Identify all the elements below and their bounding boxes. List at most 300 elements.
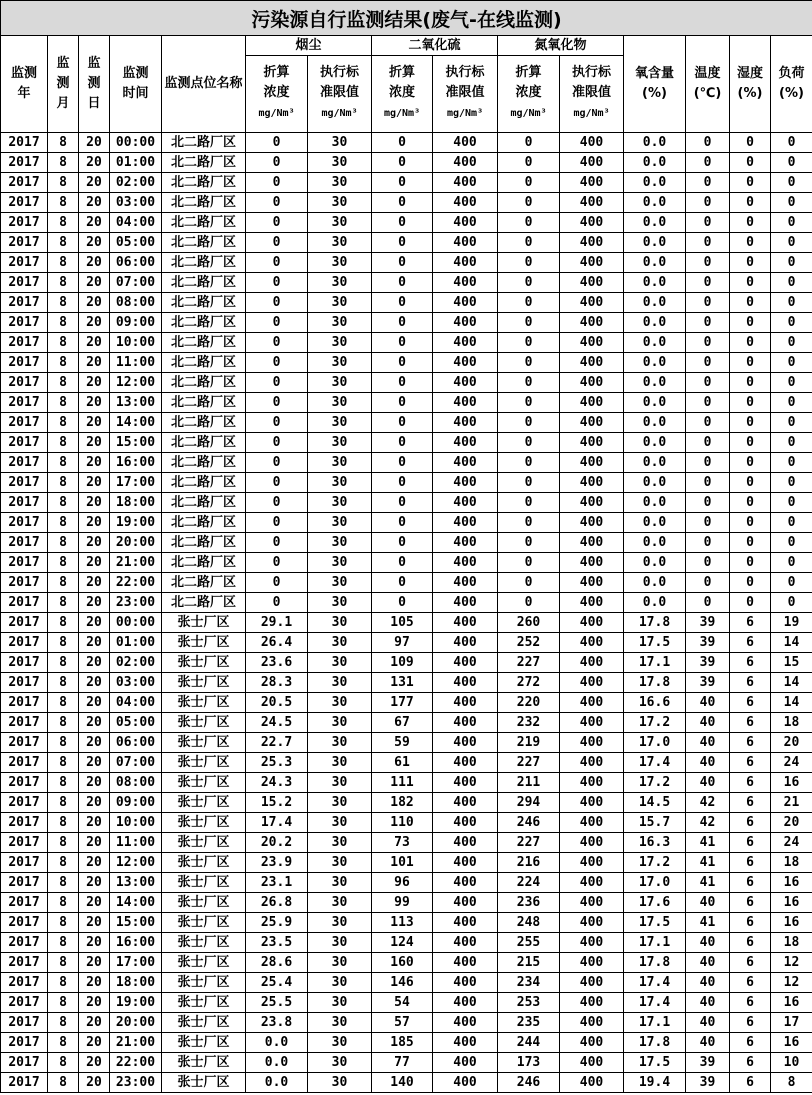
cell-dust-conc: 0 — [246, 473, 308, 493]
cell-nox-conc: 0 — [498, 533, 560, 553]
cell-time: 09:00 — [110, 793, 162, 813]
cell-nox-conc: 0 — [498, 153, 560, 173]
cell-day: 20 — [79, 893, 110, 913]
table-row — [1, 153, 812, 173]
cell-nox-conc: 232 — [498, 713, 560, 733]
cell-nox-conc: 0 — [498, 453, 560, 473]
cell-year: 2017 — [1, 253, 48, 273]
cell-load: 0 — [771, 293, 812, 313]
cell-dust-limit: 30 — [308, 413, 372, 433]
cell-site: 张士厂区 — [162, 793, 246, 813]
cell-day: 20 — [79, 193, 110, 213]
table-row — [1, 893, 812, 913]
unit-label: mg/Nm³ — [510, 108, 547, 119]
cell-year: 2017 — [1, 753, 48, 773]
cell-oxygen: 0.0 — [624, 353, 686, 373]
table-row — [1, 593, 812, 613]
cell-load: 0 — [771, 353, 812, 373]
cell-so2-limit: 400 — [433, 1073, 498, 1093]
cell-day: 20 — [79, 153, 110, 173]
cell-dust-conc: 0 — [246, 433, 308, 453]
cell-site: 张士厂区 — [162, 773, 246, 793]
cell-load: 0 — [771, 393, 812, 413]
cell-time: 00:00 — [110, 133, 162, 153]
cell-nox-limit: 400 — [560, 873, 624, 893]
table-row — [1, 573, 812, 593]
cell-dust-limit: 30 — [308, 213, 372, 233]
cell-dust-conc: 0 — [246, 253, 308, 273]
table-row — [1, 513, 812, 533]
cell-so2-limit: 400 — [433, 153, 498, 173]
table-row — [1, 753, 812, 773]
cell-nox-limit: 400 — [560, 733, 624, 753]
cell-so2-conc: 146 — [372, 973, 433, 993]
cell-load: 10 — [771, 1053, 812, 1073]
cell-nox-conc: 224 — [498, 873, 560, 893]
header-site: 监测点位名称 — [162, 36, 246, 133]
cell-oxygen: 17.4 — [624, 753, 686, 773]
cell-nox-limit: 400 — [560, 133, 624, 153]
cell-dust-conc: 0 — [246, 393, 308, 413]
cell-site: 张士厂区 — [162, 693, 246, 713]
cell-site: 北二路厂区 — [162, 173, 246, 193]
header-dust-conc: 折算浓度 mg/Nm³ — [246, 56, 308, 133]
cell-dust-conc: 28.6 — [246, 953, 308, 973]
cell-oxygen: 0.0 — [624, 133, 686, 153]
cell-so2-limit: 400 — [433, 633, 498, 653]
cell-day: 20 — [79, 353, 110, 373]
cell-nox-conc: 248 — [498, 913, 560, 933]
cell-temperature: 40 — [686, 773, 730, 793]
table-row — [1, 133, 812, 153]
cell-day: 20 — [79, 813, 110, 833]
cell-dust-conc: 25.9 — [246, 913, 308, 933]
cell-temperature: 40 — [686, 753, 730, 773]
cell-oxygen: 0.0 — [624, 433, 686, 453]
cell-dust-limit: 30 — [308, 673, 372, 693]
cell-nox-limit: 400 — [560, 953, 624, 973]
cell-time: 16:00 — [110, 453, 162, 473]
cell-dust-limit: 30 — [308, 993, 372, 1013]
cell-oxygen: 17.0 — [624, 733, 686, 753]
cell-dust-limit: 30 — [308, 453, 372, 473]
cell-time: 14:00 — [110, 413, 162, 433]
cell-dust-limit: 30 — [308, 613, 372, 633]
cell-nox-conc: 0 — [498, 233, 560, 253]
cell-load: 0 — [771, 173, 812, 193]
cell-so2-conc: 0 — [372, 273, 433, 293]
cell-humidity: 6 — [730, 673, 771, 693]
cell-humidity: 0 — [730, 193, 771, 213]
cell-time: 11:00 — [110, 833, 162, 853]
cell-dust-limit: 30 — [308, 1053, 372, 1073]
cell-nox-conc: 294 — [498, 793, 560, 813]
cell-so2-conc: 96 — [372, 873, 433, 893]
cell-so2-limit: 400 — [433, 973, 498, 993]
cell-oxygen: 17.8 — [624, 953, 686, 973]
table-row — [1, 433, 812, 453]
cell-nox-limit: 400 — [560, 1013, 624, 1033]
cell-nox-limit: 400 — [560, 473, 624, 493]
cell-load: 0 — [771, 413, 812, 433]
cell-temperature: 0 — [686, 193, 730, 213]
cell-so2-conc: 0 — [372, 313, 433, 333]
cell-site: 张士厂区 — [162, 1033, 246, 1053]
cell-day: 20 — [79, 593, 110, 613]
cell-time: 14:00 — [110, 893, 162, 913]
cell-year: 2017 — [1, 933, 48, 953]
cell-load: 16 — [771, 993, 812, 1013]
cell-time: 17:00 — [110, 473, 162, 493]
cell-month: 8 — [48, 913, 79, 933]
cell-temperature: 0 — [686, 313, 730, 333]
cell-dust-conc: 24.5 — [246, 713, 308, 733]
cell-day: 20 — [79, 493, 110, 513]
cell-nox-limit: 400 — [560, 453, 624, 473]
cell-temperature: 0 — [686, 393, 730, 413]
table-row — [1, 1053, 812, 1073]
cell-month: 8 — [48, 333, 79, 353]
cell-nox-conc: 0 — [498, 413, 560, 433]
cell-year: 2017 — [1, 553, 48, 573]
cell-site: 北二路厂区 — [162, 313, 246, 333]
cell-temperature: 0 — [686, 453, 730, 473]
unit-label: mg/Nm³ — [321, 108, 358, 119]
table-row — [1, 693, 812, 713]
cell-day: 20 — [79, 273, 110, 293]
cell-oxygen: 17.2 — [624, 773, 686, 793]
cell-temperature: 41 — [686, 873, 730, 893]
cell-load: 14 — [771, 633, 812, 653]
cell-dust-limit: 30 — [308, 753, 372, 773]
cell-dust-conc: 0 — [246, 153, 308, 173]
unit-label: mg/Nm³ — [446, 108, 484, 119]
cell-oxygen: 0.0 — [624, 473, 686, 493]
cell-site: 北二路厂区 — [162, 133, 246, 153]
cell-dust-conc: 20.2 — [246, 833, 308, 853]
cell-nox-conc: 260 — [498, 613, 560, 633]
cell-month: 8 — [48, 353, 79, 373]
cell-month: 8 — [48, 533, 79, 553]
cell-humidity: 0 — [730, 373, 771, 393]
cell-site: 张士厂区 — [162, 613, 246, 633]
cell-day: 20 — [79, 853, 110, 873]
cell-month: 8 — [48, 513, 79, 533]
table-row — [1, 793, 812, 813]
unit-label: mg/Nm³ — [573, 108, 610, 119]
table-row — [1, 493, 812, 513]
cell-year: 2017 — [1, 813, 48, 833]
cell-so2-limit: 400 — [433, 273, 498, 293]
cell-site: 张士厂区 — [162, 953, 246, 973]
cell-time: 15:00 — [110, 433, 162, 453]
cell-year: 2017 — [1, 793, 48, 813]
cell-day: 20 — [79, 1013, 110, 1033]
cell-nox-limit: 400 — [560, 533, 624, 553]
cell-dust-limit: 30 — [308, 1073, 372, 1093]
cell-year: 2017 — [1, 413, 48, 433]
cell-humidity: 6 — [730, 893, 771, 913]
cell-site: 北二路厂区 — [162, 413, 246, 433]
cell-site: 北二路厂区 — [162, 333, 246, 353]
cell-so2-limit: 400 — [433, 713, 498, 733]
cell-so2-limit: 400 — [433, 793, 498, 813]
cell-humidity: 6 — [730, 833, 771, 853]
cell-site: 北二路厂区 — [162, 433, 246, 453]
cell-oxygen: 17.2 — [624, 853, 686, 873]
cell-humidity: 0 — [730, 413, 771, 433]
cell-load: 14 — [771, 693, 812, 713]
cell-nox-conc: 0 — [498, 473, 560, 493]
table-row — [1, 1073, 812, 1093]
table-row — [1, 253, 812, 273]
cell-so2-limit: 400 — [433, 453, 498, 473]
cell-time: 19:00 — [110, 513, 162, 533]
cell-dust-conc: 0 — [246, 413, 308, 433]
cell-temperature: 0 — [686, 353, 730, 373]
cell-so2-conc: 0 — [372, 213, 433, 233]
table-row — [1, 813, 812, 833]
cell-temperature: 40 — [686, 973, 730, 993]
cell-month: 8 — [48, 613, 79, 633]
cell-nox-conc: 246 — [498, 813, 560, 833]
cell-month: 8 — [48, 553, 79, 573]
table-row — [1, 673, 812, 693]
cell-load: 19 — [771, 613, 812, 633]
cell-year: 2017 — [1, 533, 48, 553]
cell-site: 北二路厂区 — [162, 453, 246, 473]
cell-nox-limit: 400 — [560, 253, 624, 273]
cell-so2-limit: 400 — [433, 913, 498, 933]
cell-day: 20 — [79, 613, 110, 633]
cell-day: 20 — [79, 913, 110, 933]
cell-so2-conc: 97 — [372, 633, 433, 653]
cell-temperature: 39 — [686, 613, 730, 633]
cell-nox-conc: 0 — [498, 193, 560, 213]
cell-temperature: 0 — [686, 133, 730, 153]
cell-nox-conc: 236 — [498, 893, 560, 913]
cell-dust-limit: 30 — [308, 253, 372, 273]
cell-month: 8 — [48, 833, 79, 853]
cell-site: 张士厂区 — [162, 713, 246, 733]
cell-site: 张士厂区 — [162, 653, 246, 673]
cell-nox-conc: 227 — [498, 833, 560, 853]
cell-nox-limit: 400 — [560, 273, 624, 293]
cell-dust-conc: 26.4 — [246, 633, 308, 653]
cell-humidity: 0 — [730, 513, 771, 533]
cell-so2-conc: 182 — [372, 793, 433, 813]
cell-dust-conc: 23.6 — [246, 653, 308, 673]
cell-time: 11:00 — [110, 353, 162, 373]
cell-humidity: 6 — [730, 1033, 771, 1053]
cell-month: 8 — [48, 693, 79, 713]
cell-load: 20 — [771, 733, 812, 753]
cell-year: 2017 — [1, 153, 48, 173]
cell-year: 2017 — [1, 773, 48, 793]
cell-year: 2017 — [1, 393, 48, 413]
cell-humidity: 6 — [730, 613, 771, 633]
cell-oxygen: 0.0 — [624, 333, 686, 353]
cell-so2-limit: 400 — [433, 893, 498, 913]
cell-month: 8 — [48, 633, 79, 653]
cell-dust-conc: 0.0 — [246, 1053, 308, 1073]
cell-so2-limit: 400 — [433, 313, 498, 333]
cell-humidity: 6 — [730, 713, 771, 733]
table-row — [1, 953, 812, 973]
cell-temperature: 0 — [686, 553, 730, 573]
table-row — [1, 393, 812, 413]
cell-oxygen: 17.8 — [624, 673, 686, 693]
cell-nox-conc: 255 — [498, 933, 560, 953]
cell-dust-conc: 23.1 — [246, 873, 308, 893]
cell-so2-limit: 400 — [433, 733, 498, 753]
table-row — [1, 713, 812, 733]
cell-site: 张士厂区 — [162, 1013, 246, 1033]
cell-so2-conc: 0 — [372, 353, 433, 373]
cell-month: 8 — [48, 153, 79, 173]
cell-nox-limit: 400 — [560, 793, 624, 813]
cell-nox-conc: 252 — [498, 633, 560, 653]
cell-so2-limit: 400 — [433, 253, 498, 273]
cell-humidity: 6 — [730, 793, 771, 813]
cell-oxygen: 17.1 — [624, 653, 686, 673]
cell-so2-conc: 0 — [372, 293, 433, 313]
cell-nox-limit: 400 — [560, 813, 624, 833]
cell-humidity: 6 — [730, 853, 771, 873]
group-nox: 氮氧化物 — [498, 36, 624, 56]
cell-site: 张士厂区 — [162, 833, 246, 853]
cell-dust-limit: 30 — [308, 933, 372, 953]
cell-dust-limit: 30 — [308, 153, 372, 173]
cell-time: 02:00 — [110, 653, 162, 673]
cell-month: 8 — [48, 813, 79, 833]
cell-site: 北二路厂区 — [162, 473, 246, 493]
cell-year: 2017 — [1, 313, 48, 333]
cell-humidity: 0 — [730, 433, 771, 453]
cell-nox-conc: 246 — [498, 1073, 560, 1093]
table-row — [1, 413, 812, 433]
cell-year: 2017 — [1, 493, 48, 513]
table-row — [1, 273, 812, 293]
cell-so2-conc: 0 — [372, 393, 433, 413]
cell-humidity: 6 — [730, 653, 771, 673]
cell-time: 10:00 — [110, 333, 162, 353]
cell-dust-conc: 0 — [246, 533, 308, 553]
header-temperature: 温度(℃) — [686, 36, 730, 133]
cell-so2-limit: 400 — [433, 593, 498, 613]
cell-so2-conc: 101 — [372, 853, 433, 873]
cell-oxygen: 0.0 — [624, 393, 686, 413]
cell-temperature: 40 — [686, 713, 730, 733]
cell-so2-conc: 0 — [372, 513, 433, 533]
cell-so2-limit: 400 — [433, 673, 498, 693]
cell-dust-limit: 30 — [308, 433, 372, 453]
cell-oxygen: 17.1 — [624, 1013, 686, 1033]
cell-so2-conc: 99 — [372, 893, 433, 913]
cell-temperature: 41 — [686, 913, 730, 933]
cell-dust-limit: 30 — [308, 633, 372, 653]
cell-day: 20 — [79, 573, 110, 593]
cell-time: 07:00 — [110, 273, 162, 293]
cell-nox-limit: 400 — [560, 993, 624, 1013]
cell-dust-conc: 0 — [246, 313, 308, 333]
cell-time: 08:00 — [110, 773, 162, 793]
cell-dust-conc: 25.5 — [246, 993, 308, 1013]
cell-year: 2017 — [1, 633, 48, 653]
cell-nox-conc: 235 — [498, 1013, 560, 1033]
cell-oxygen: 17.1 — [624, 933, 686, 953]
cell-site: 北二路厂区 — [162, 373, 246, 393]
cell-nox-limit: 400 — [560, 893, 624, 913]
cell-so2-limit: 400 — [433, 533, 498, 553]
cell-load: 0 — [771, 253, 812, 273]
cell-site: 北二路厂区 — [162, 493, 246, 513]
cell-oxygen: 17.0 — [624, 873, 686, 893]
cell-so2-conc: 124 — [372, 933, 433, 953]
cell-time: 13:00 — [110, 873, 162, 893]
table-row — [1, 973, 812, 993]
cell-load: 24 — [771, 753, 812, 773]
cell-day: 20 — [79, 533, 110, 553]
cell-time: 19:00 — [110, 993, 162, 1013]
cell-so2-conc: 0 — [372, 533, 433, 553]
cell-dust-conc: 20.5 — [246, 693, 308, 713]
cell-month: 8 — [48, 673, 79, 693]
cell-day: 20 — [79, 653, 110, 673]
cell-oxygen: 16.3 — [624, 833, 686, 853]
cell-dust-limit: 30 — [308, 373, 372, 393]
cell-humidity: 0 — [730, 393, 771, 413]
cell-nox-conc: 0 — [498, 513, 560, 533]
cell-humidity: 6 — [730, 773, 771, 793]
cell-so2-limit: 400 — [433, 133, 498, 153]
cell-temperature: 41 — [686, 833, 730, 853]
cell-load: 0 — [771, 453, 812, 473]
cell-temperature: 0 — [686, 433, 730, 453]
cell-humidity: 0 — [730, 313, 771, 333]
table-row — [1, 653, 812, 673]
cell-day: 20 — [79, 413, 110, 433]
cell-so2-conc: 0 — [372, 553, 433, 573]
cell-oxygen: 17.4 — [624, 993, 686, 1013]
cell-so2-limit: 400 — [433, 213, 498, 233]
cell-humidity: 6 — [730, 873, 771, 893]
cell-oxygen: 0.0 — [624, 313, 686, 333]
cell-so2-conc: 0 — [372, 433, 433, 453]
cell-load: 17 — [771, 1013, 812, 1033]
cell-load: 21 — [771, 793, 812, 813]
cell-humidity: 6 — [730, 733, 771, 753]
cell-so2-conc: 57 — [372, 1013, 433, 1033]
cell-time: 20:00 — [110, 1013, 162, 1033]
cell-time: 12:00 — [110, 373, 162, 393]
cell-temperature: 0 — [686, 333, 730, 353]
cell-year: 2017 — [1, 1013, 48, 1033]
cell-humidity: 0 — [730, 593, 771, 613]
cell-month: 8 — [48, 413, 79, 433]
cell-site: 张士厂区 — [162, 973, 246, 993]
cell-dust-limit: 30 — [308, 193, 372, 213]
cell-nox-limit: 400 — [560, 333, 624, 353]
cell-load: 0 — [771, 593, 812, 613]
cell-month: 8 — [48, 1053, 79, 1073]
cell-load: 0 — [771, 553, 812, 573]
cell-nox-limit: 400 — [560, 633, 624, 653]
cell-day: 20 — [79, 793, 110, 813]
cell-time: 00:00 — [110, 613, 162, 633]
cell-oxygen: 0.0 — [624, 513, 686, 533]
cell-site: 北二路厂区 — [162, 513, 246, 533]
